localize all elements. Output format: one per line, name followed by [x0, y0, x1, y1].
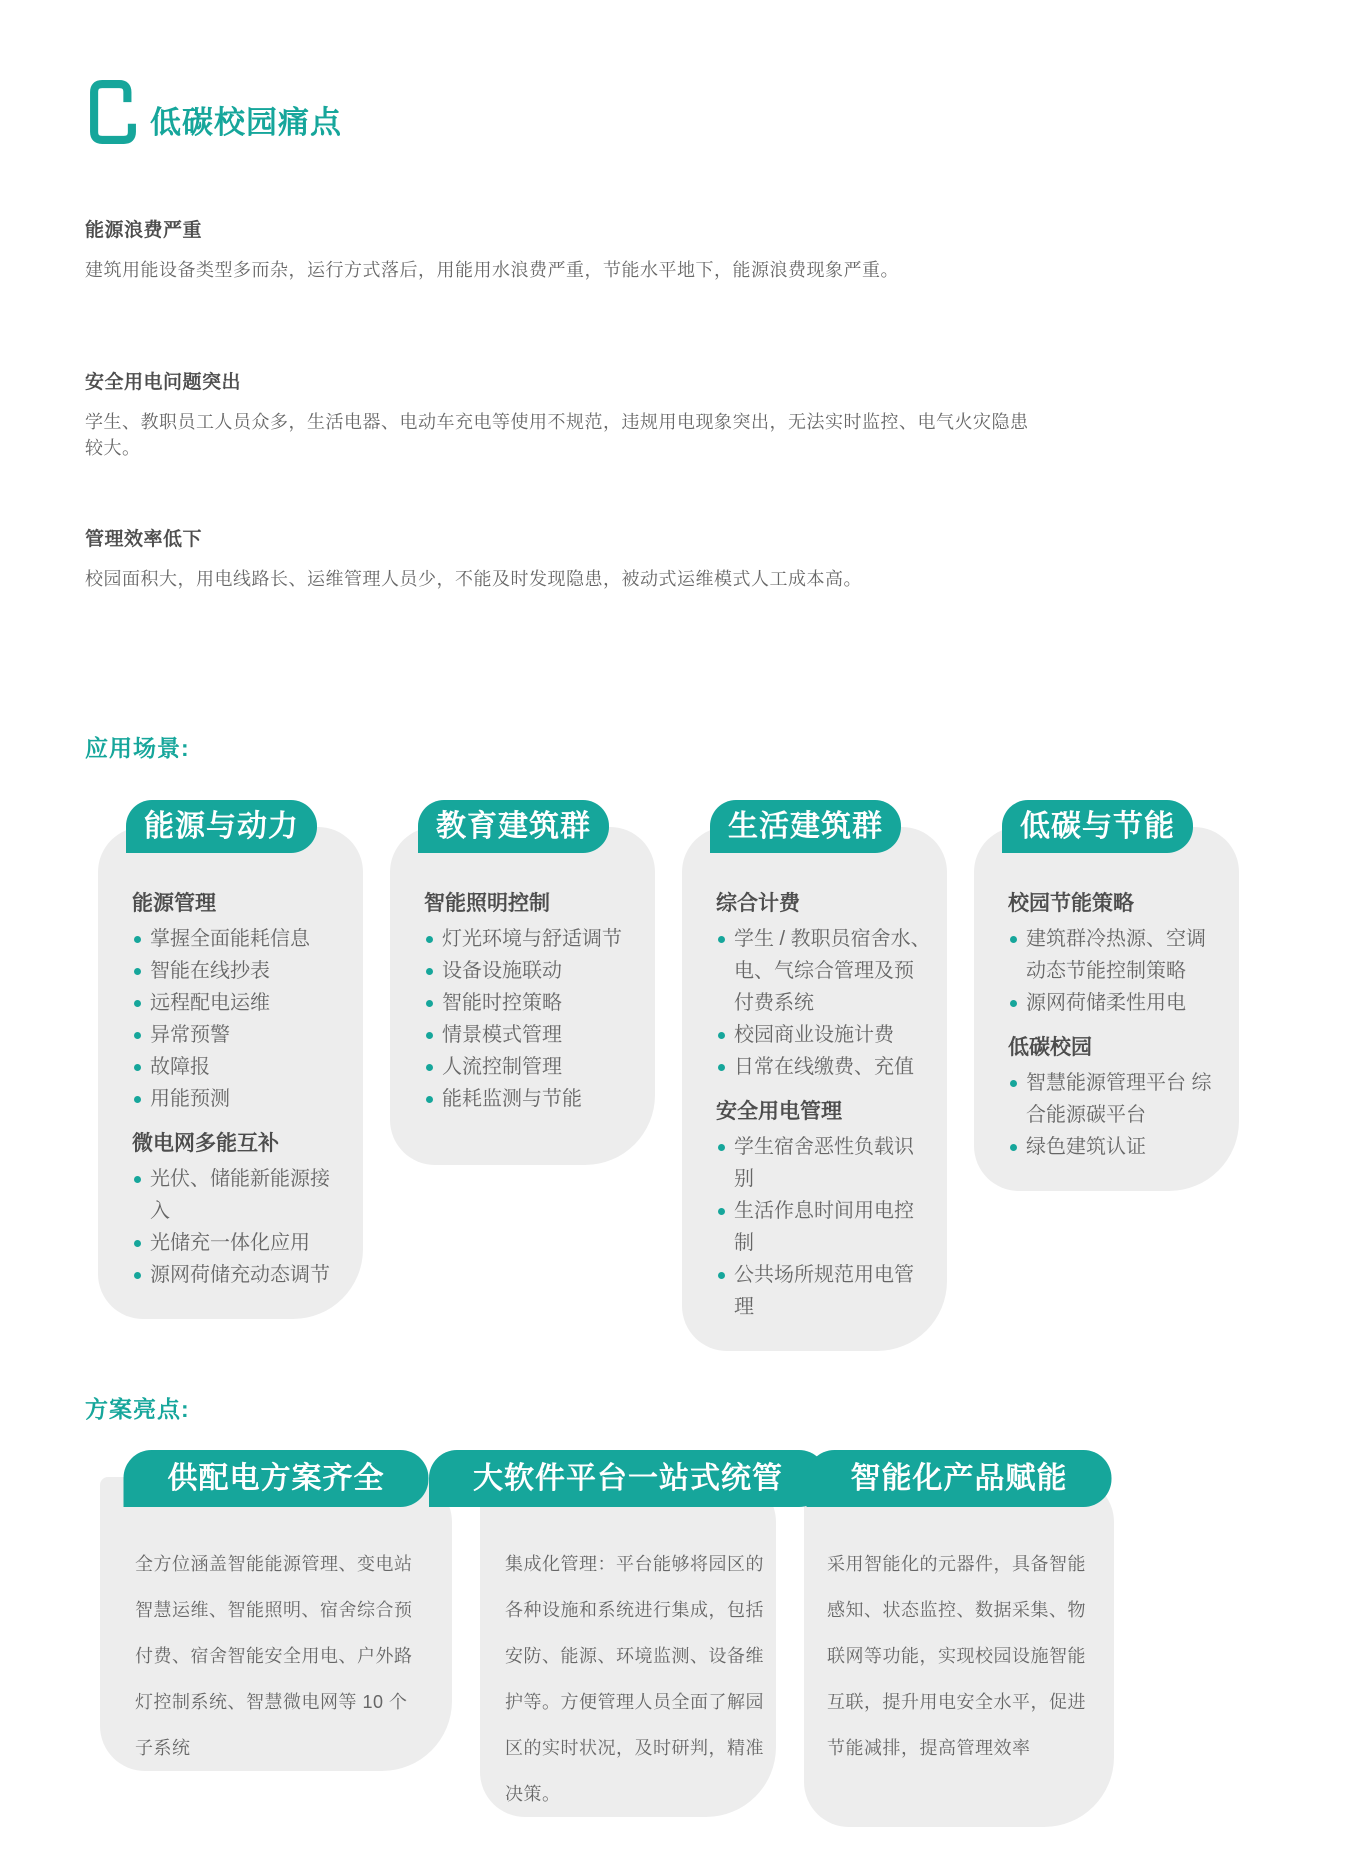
scenario-card-title: 低碳与节能 [1002, 800, 1193, 853]
highlight-card-title: 智能化产品赋能 [807, 1450, 1112, 1507]
list-item: 源网荷储柔性用电 [1008, 987, 1225, 1019]
scenario-card-body [98, 827, 363, 1319]
scenario-card-living-buildings [682, 800, 947, 1351]
scenario-card-body [682, 827, 947, 1351]
list-item: 源网荷储充动态调节 [132, 1259, 349, 1291]
scenario-card-education-buildings [390, 800, 655, 1351]
highlight-card-text: 全方位涵盖智能能源管理、变电站智慧运维、智能照明、宿舍综合预付费、宿舍智能安全用电、户外路灯控制系统、智慧微电网等 10 个子系统 [135, 1554, 413, 1758]
pain-point-electric-safety [85, 367, 1045, 460]
group-heading: 智能照明控制 [424, 892, 550, 915]
highlight-card-text: 采用智能化的元器件，具备智能感知、状态监控、数据采集、物联网等功能，实现校园设施智能互联，提升用电安全水平，促进节能减排，提高管理效率 [827, 1554, 1086, 1758]
scenario-card-title: 教育建筑群 [418, 800, 609, 853]
pain-point-title: 能源浪费严重 [85, 220, 203, 241]
bullet-list [132, 1163, 349, 1291]
list-item: 远程配电运维 [132, 987, 349, 1019]
list-item: 灯光环境与舒适调节 [424, 923, 641, 955]
list-item: 能耗监测与节能 [424, 1083, 641, 1115]
bullet-list [716, 1131, 933, 1323]
highlight-card-title: 大软件平台一站式统管 [429, 1450, 827, 1507]
pain-point-management-efficiency [85, 524, 1045, 591]
highlight-card-software-platform [473, 1450, 783, 1827]
scenario-cards [98, 800, 1239, 1351]
list-item: 用能预测 [132, 1083, 349, 1115]
list-item: 学生 / 教职员宿舍水、电、气综合管理及预付费系统 [716, 923, 933, 1019]
highlight-cards [100, 1450, 1114, 1827]
scenario-card-header-row [390, 800, 655, 853]
group-heading: 低碳校园 [1008, 1036, 1092, 1059]
scenarios-section-label: 应用场景: [85, 735, 190, 761]
pain-point-title: 安全用电问题突出 [85, 372, 242, 393]
bullet-list [424, 923, 641, 1115]
page-header [82, 76, 342, 148]
list-item: 公共场所规范用电管理 [716, 1259, 933, 1323]
list-item: 人流控制管理 [424, 1051, 641, 1083]
highlight-card-body [480, 1477, 776, 1817]
group-heading: 校园节能策略 [1008, 892, 1134, 915]
list-item: 智能在线抄表 [132, 955, 349, 987]
highlight-card-body [804, 1477, 1114, 1827]
list-item: 光储充一体化应用 [132, 1227, 349, 1259]
bullet-list [1008, 923, 1225, 1019]
list-item: 设备设施联动 [424, 955, 641, 987]
scenario-card-energy-power [98, 800, 363, 1351]
list-item: 学生宿舍恶性负载识别 [716, 1131, 933, 1195]
list-item: 生活作息时间用电控制 [716, 1195, 933, 1259]
rounded-bracket-icon [82, 76, 144, 148]
list-item: 绿色建筑认证 [1008, 1131, 1225, 1163]
highlights-section-label: 方案亮点: [85, 1396, 190, 1422]
highlight-card-body [100, 1477, 452, 1771]
scenario-card-body [974, 827, 1239, 1191]
pain-point-body: 校园面积大，用电线路长、运维管理人员少，不能及时发现隐患，被动式运维模式人工成本高。 [85, 569, 862, 589]
group-heading: 微电网多能互补 [132, 1132, 279, 1155]
scenario-card-title: 生活建筑群 [710, 800, 901, 853]
scenario-card-header-row [98, 800, 363, 853]
group-heading: 综合计费 [716, 892, 800, 915]
pain-point-energy-waste [85, 215, 1045, 282]
pain-point-body: 学生、教职员工人员众多，生活电器、电动车充电等使用不规范，违规用电现象突出，无法实时监控、电气火灾隐患较大。 [85, 412, 1029, 458]
scenario-card-body [390, 827, 655, 1165]
list-item: 校园商业设施计费 [716, 1019, 933, 1051]
highlight-card-intelligent-products [804, 1450, 1114, 1827]
group-heading: 能源管理 [132, 892, 216, 915]
list-item: 情景模式管理 [424, 1019, 641, 1051]
scenario-card-title: 能源与动力 [126, 800, 317, 853]
bullet-list [132, 923, 349, 1115]
pain-point-title: 管理效率低下 [85, 529, 203, 550]
scenario-card-header-row [974, 800, 1239, 853]
list-item: 光伏、储能新能源接入 [132, 1163, 349, 1227]
list-item: 故障报 [132, 1051, 349, 1083]
list-item: 建筑群冷热源、空调动态节能控制策略 [1008, 923, 1225, 987]
scenario-card-header-row [682, 800, 947, 853]
scenario-card-low-carbon [974, 800, 1239, 1351]
bullet-list [716, 923, 933, 1083]
highlight-card-text: 集成化管理：平台能够将园区的各种设施和系统进行集成，包括安防、能源、环境监测、设备维护等。方便管理人员全面了解园区的实时状况，及时研判，精准决策。 [505, 1554, 764, 1804]
list-item: 异常预警 [132, 1019, 349, 1051]
page-title: 低碳校园痛点 [150, 104, 342, 140]
group-heading: 安全用电管理 [716, 1100, 842, 1123]
bullet-list [1008, 1067, 1225, 1163]
list-item: 智能时控策略 [424, 987, 641, 1019]
list-item: 智慧能源管理平台 综合能源碳平台 [1008, 1067, 1225, 1131]
list-item: 日常在线缴费、充值 [716, 1051, 933, 1083]
list-item: 掌握全面能耗信息 [132, 923, 349, 955]
highlight-card-title: 供配电方案齐全 [124, 1450, 429, 1507]
pain-point-body: 建筑用能设备类型多而杂，运行方式落后，用能用水浪费严重，节能水平地下，能源浪费现象严重。 [85, 260, 899, 280]
highlight-card-power-distribution [100, 1450, 452, 1827]
